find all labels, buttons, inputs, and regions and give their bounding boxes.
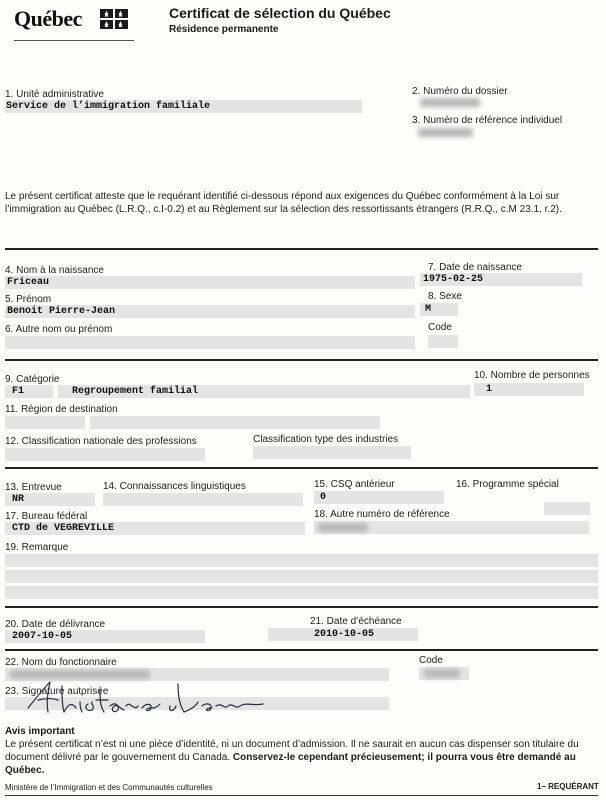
connaissances-label: 14. Connaissances linguistiques xyxy=(103,481,246,492)
code-label: Code xyxy=(428,322,452,333)
categorie-code-value: F1 xyxy=(12,386,25,397)
notice-text-bold: Conservez-le cependant précieusement; il pourra vous être demandé au Québec. xyxy=(5,752,576,776)
quebec-logo-text: Québec xyxy=(14,6,82,31)
remarque-label: 19. Remarque xyxy=(5,542,69,553)
sexe-label: 8. Sexe xyxy=(428,291,462,302)
csq-label: 15. CSQ antérieur xyxy=(314,479,395,490)
categorie-label: 9. Catégorie xyxy=(5,374,60,385)
programme-field xyxy=(544,502,590,515)
personnes-value: 1 xyxy=(486,384,493,395)
classification-type-label: Classification type des industries xyxy=(253,434,399,445)
prenom-label: 5. Prénom xyxy=(5,294,52,305)
entrevue-label: 13. Entrevue xyxy=(5,482,62,493)
footer-copy-label: 1– REQUÉRANT xyxy=(537,782,599,791)
personnes-label: 10. Nombre de personnes xyxy=(474,370,590,381)
remarque-field-1 xyxy=(5,554,598,567)
nom-label: 4. Nom à la naissance xyxy=(5,265,104,276)
section-rule-2 xyxy=(5,359,598,361)
echeance-value: 2010-10-05 xyxy=(314,629,375,640)
code-label-2: Code xyxy=(419,655,443,666)
header-divider xyxy=(14,40,134,41)
classification-type-field xyxy=(253,446,411,459)
sexe-value: M xyxy=(425,304,432,315)
bureau-label: 17. Bureau fédéral xyxy=(5,511,88,522)
delivrance-value: 2007-10-05 xyxy=(12,631,73,642)
code-redacted xyxy=(424,669,460,678)
footer-ministry: Ministère de l’Immigration et des Communautés culturelles xyxy=(5,783,213,792)
unite-value: Service de l’immigration familiale xyxy=(6,101,211,112)
signature-label: 23. Signature autorisée xyxy=(5,686,109,697)
footer-rule xyxy=(5,795,598,796)
page-subtitle: Résidence permanente xyxy=(169,24,279,35)
nom-field xyxy=(5,276,415,289)
bureau-value: CTD de VEGREVILLE xyxy=(12,523,115,534)
categorie-value: Regroupement familial xyxy=(72,386,199,397)
classification-label: 12. Classification nationale des professions xyxy=(5,436,197,447)
handwritten-signature xyxy=(18,676,283,722)
notice-text xyxy=(5,738,597,777)
reference-label: 3. Numéro de référence individuel xyxy=(412,115,563,126)
csq-field xyxy=(314,491,444,504)
section-rule-1 xyxy=(5,248,598,250)
naissance-label: 7. Date de naissance xyxy=(428,262,522,273)
attestation-text: Le présent certificat atteste que le requérant identifié ci-dessous répond aux exigences du Québec conformément à la Loi sur l’immigration au Québec (L.R.Q., c.I-0.2) et au Règlement sur la sélection des ressortissants étrangers (R.R.Q., c.M 23.1, r.2). xyxy=(5,191,562,215)
region-field-2 xyxy=(90,416,380,429)
section-rule-5 xyxy=(5,649,598,651)
region-field xyxy=(5,416,85,429)
autre-ref-label: 18. Autre numéro de référence xyxy=(314,509,450,520)
delivrance-label: 20. Date de délivrance xyxy=(5,619,106,630)
region-label: 11. Région de destination xyxy=(5,404,118,415)
connaissances-field xyxy=(103,493,303,506)
unite-label: 1. Unité administrative xyxy=(5,89,104,100)
code-field xyxy=(428,335,458,348)
dossier-redacted xyxy=(420,98,480,107)
programme-label: 16. Programme spécial xyxy=(456,479,559,490)
section-rule-3 xyxy=(5,467,598,469)
notice-title: Avis important xyxy=(5,726,75,737)
section-rule-4 xyxy=(5,606,598,608)
fonctionnaire-label: 22. Nom du fonctionnaire xyxy=(5,657,117,668)
autre-ref-redacted xyxy=(318,523,368,532)
fleur-de-lis-flag-icon xyxy=(100,9,128,29)
page-title: Certificat de sélection du Québec xyxy=(169,5,391,21)
reference-redacted xyxy=(418,128,473,137)
autre-nom-label: 6. Autre nom ou prénom xyxy=(5,324,113,335)
nom-value: Friceau xyxy=(7,277,50,288)
dossier-label: 2. Numéro du dossier xyxy=(412,86,508,97)
entrevue-value: NR xyxy=(12,494,25,505)
classification-field xyxy=(5,448,205,461)
notice-text-normal: Le présent certificat n’est ni une pièce d’identité, ni un document d’admission. Il ne saurait en aucun cas dispenser son titulaire du document délivré par le gouvernement du Canada. xyxy=(5,739,579,763)
remarque-field-3 xyxy=(5,586,598,599)
echeance-label: 21. Date d’échéance xyxy=(310,616,402,627)
prenom-value: Benoit Pierre-Jean xyxy=(7,306,116,317)
csq-value: 0 xyxy=(320,492,327,503)
autre-nom-field xyxy=(5,336,415,349)
remarque-field-2 xyxy=(5,570,598,583)
naissance-value: 1975-02-25 xyxy=(423,274,484,285)
